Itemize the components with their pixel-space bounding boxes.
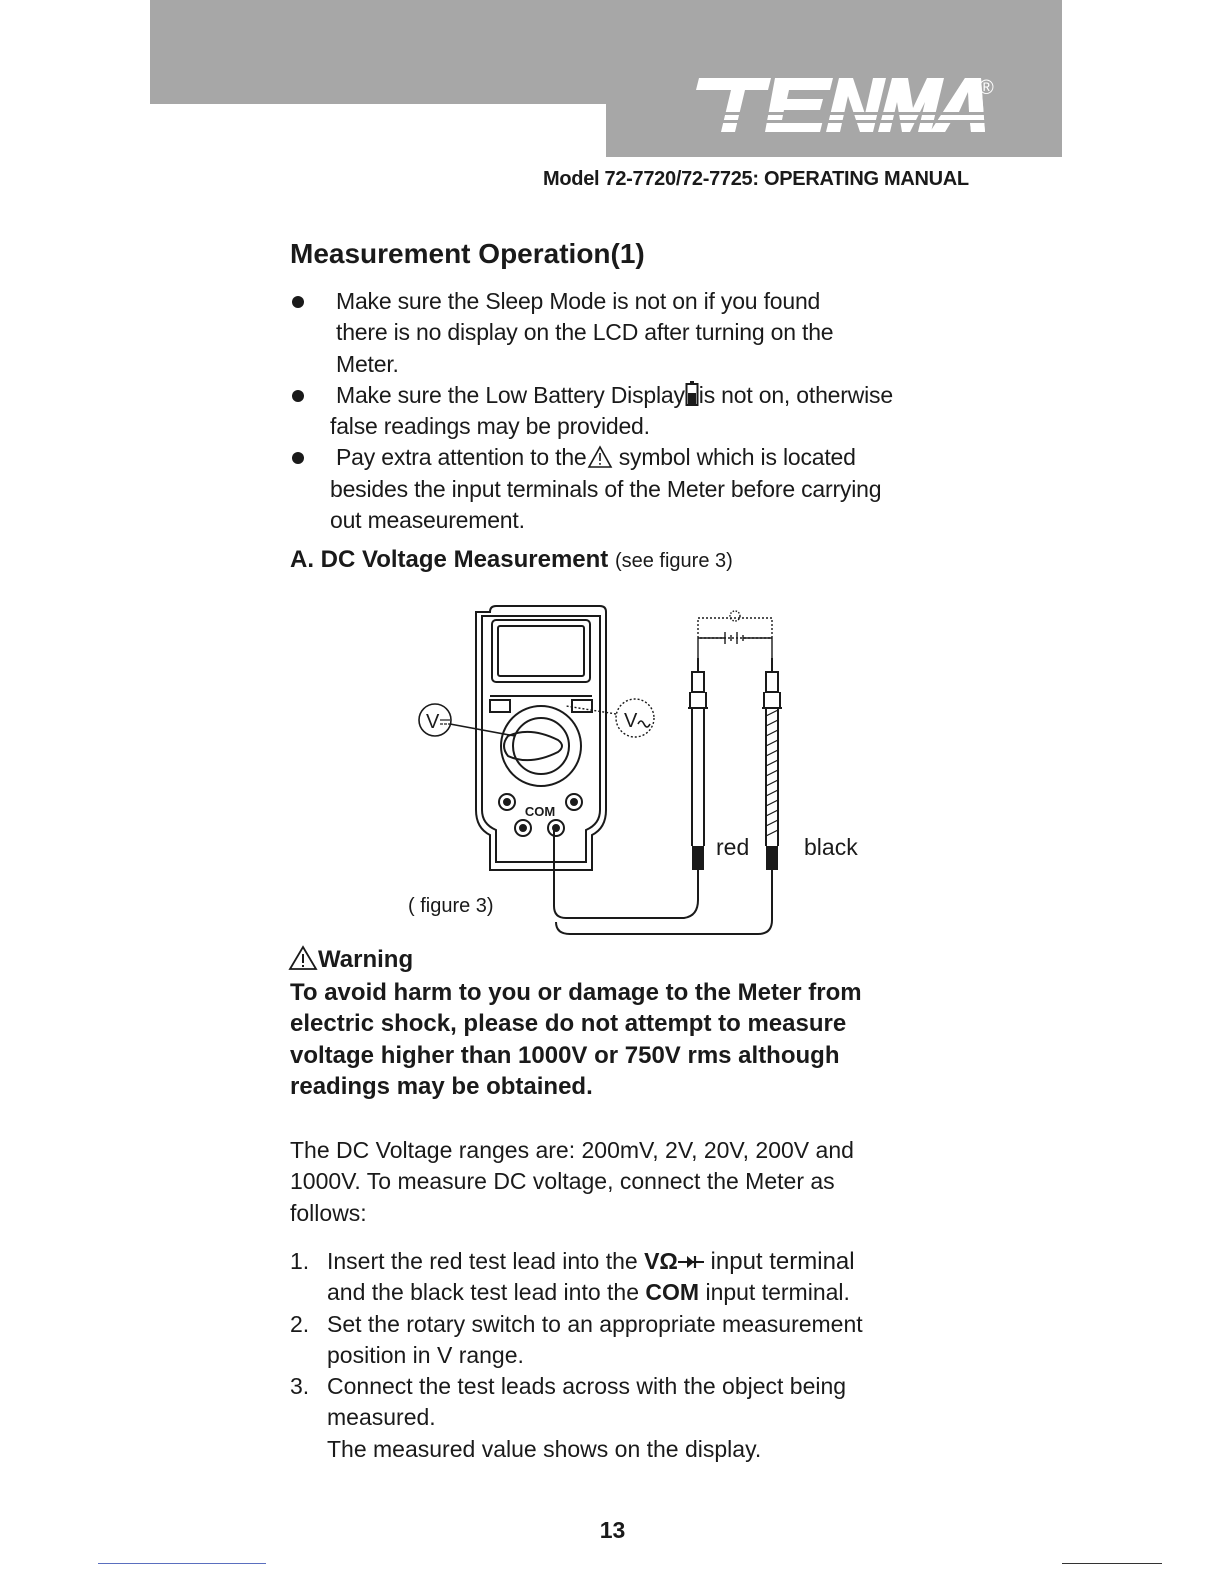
subheading — [290, 546, 733, 574]
step-text: input terminal. — [699, 1279, 850, 1306]
step-text: The measured value shows on the display. — [327, 1435, 762, 1462]
list-item — [290, 1309, 863, 1372]
step-text: Set the rotary switch to an appropriate measurement — [327, 1310, 863, 1337]
list-item — [290, 286, 893, 380]
figure-caption: ( figure 3) — [408, 895, 494, 917]
subheading-note: (see figure 3) — [614, 550, 733, 572]
list-item-line: there is no display on the LCD after turning on the — [336, 319, 834, 346]
list-item-line: false readings may be provided. — [330, 413, 650, 440]
page-number: 13 — [599, 1517, 626, 1543]
footer-rule — [1062, 1563, 1162, 1564]
subheading-title: A. DC Voltage Measurement — [290, 546, 609, 573]
steps-list — [290, 1246, 863, 1465]
red-lead-label: red — [716, 834, 750, 860]
list-item-text: symbol which is located — [612, 444, 856, 471]
step-text: measured. — [327, 1404, 436, 1431]
step-text: input terminal — [703, 1248, 855, 1275]
warning-line: readings may be obtained. — [290, 1072, 593, 1100]
bullet-dot-icon — [292, 296, 304, 308]
bullet-dot-icon — [292, 452, 304, 464]
svg-text:®: ® — [979, 77, 994, 99]
list-item-text: Pay extra attention to the — [336, 444, 587, 471]
warning-line: voltage higher than 1000V or 750V rms although — [290, 1041, 840, 1069]
bullet-dot-icon — [292, 390, 304, 402]
low-battery-icon — [685, 381, 699, 407]
step-text: position in V range. — [327, 1341, 524, 1368]
list-item-line: out measeurement. — [330, 507, 525, 534]
warning-body — [290, 977, 950, 1102]
warning-title — [288, 945, 413, 974]
step-number: 1. — [290, 1248, 310, 1274]
list-item-text: Make sure the Low Battery Display — [336, 381, 685, 408]
warning-triangle-icon — [288, 945, 318, 971]
list-item — [290, 380, 893, 443]
com-label: COM — [524, 804, 556, 819]
step-text: and the black test lead into the — [327, 1279, 646, 1306]
step-number: 2. — [290, 1310, 310, 1337]
paragraph-line: 1000V. To measure DC voltage, connect the Meter as — [290, 1168, 835, 1195]
list-item — [290, 1371, 863, 1465]
svg-text:V: V — [624, 710, 638, 732]
step-text: Connect the test leads across with the object being — [327, 1373, 847, 1400]
warning-title-text: Warning — [318, 946, 414, 973]
warning-line: electric shock, please do not attempt to measure — [290, 1010, 847, 1038]
list-item-line: Make sure the Sleep Mode is not on if you found — [336, 288, 821, 314]
list-item-line: besides the input terminals of the Meter before carrying — [330, 475, 882, 502]
list-item-line: Meter. — [336, 350, 399, 377]
paragraph-line: follows: — [290, 1199, 367, 1226]
section-title: Measurement Operation(1) — [290, 238, 645, 269]
terminal-symbol: VΩ — [644, 1248, 678, 1274]
tenma-logo — [693, 72, 1005, 138]
lcd-display — [492, 620, 590, 682]
step-text: Insert the red test lead into the — [327, 1248, 645, 1274]
bullet-list — [290, 286, 893, 536]
footer-rule — [98, 1563, 266, 1564]
paragraph-line: The DC Voltage ranges are: 200mV, 2V, 20V, 200V and — [290, 1137, 854, 1163]
diode-icon — [678, 1254, 704, 1270]
list-item-text: is not on, otherwise — [698, 381, 893, 408]
ranges-paragraph — [290, 1135, 950, 1229]
warning-line: To avoid harm to you or damage to the Meter from — [290, 979, 862, 1006]
list-item — [290, 442, 893, 536]
list-item — [290, 1246, 863, 1309]
circuit-source — [698, 611, 772, 658]
terminal-label: COM — [645, 1279, 700, 1306]
svg-text:V: V — [426, 711, 440, 733]
model-line: Model 72-7720/72-7725: OPERATING MANUAL — [543, 168, 969, 190]
step-number: 3. — [290, 1373, 310, 1400]
multimeter-diagram — [380, 600, 900, 945]
warning-triangle-icon — [587, 445, 613, 469]
black-lead-label: black — [804, 834, 858, 860]
